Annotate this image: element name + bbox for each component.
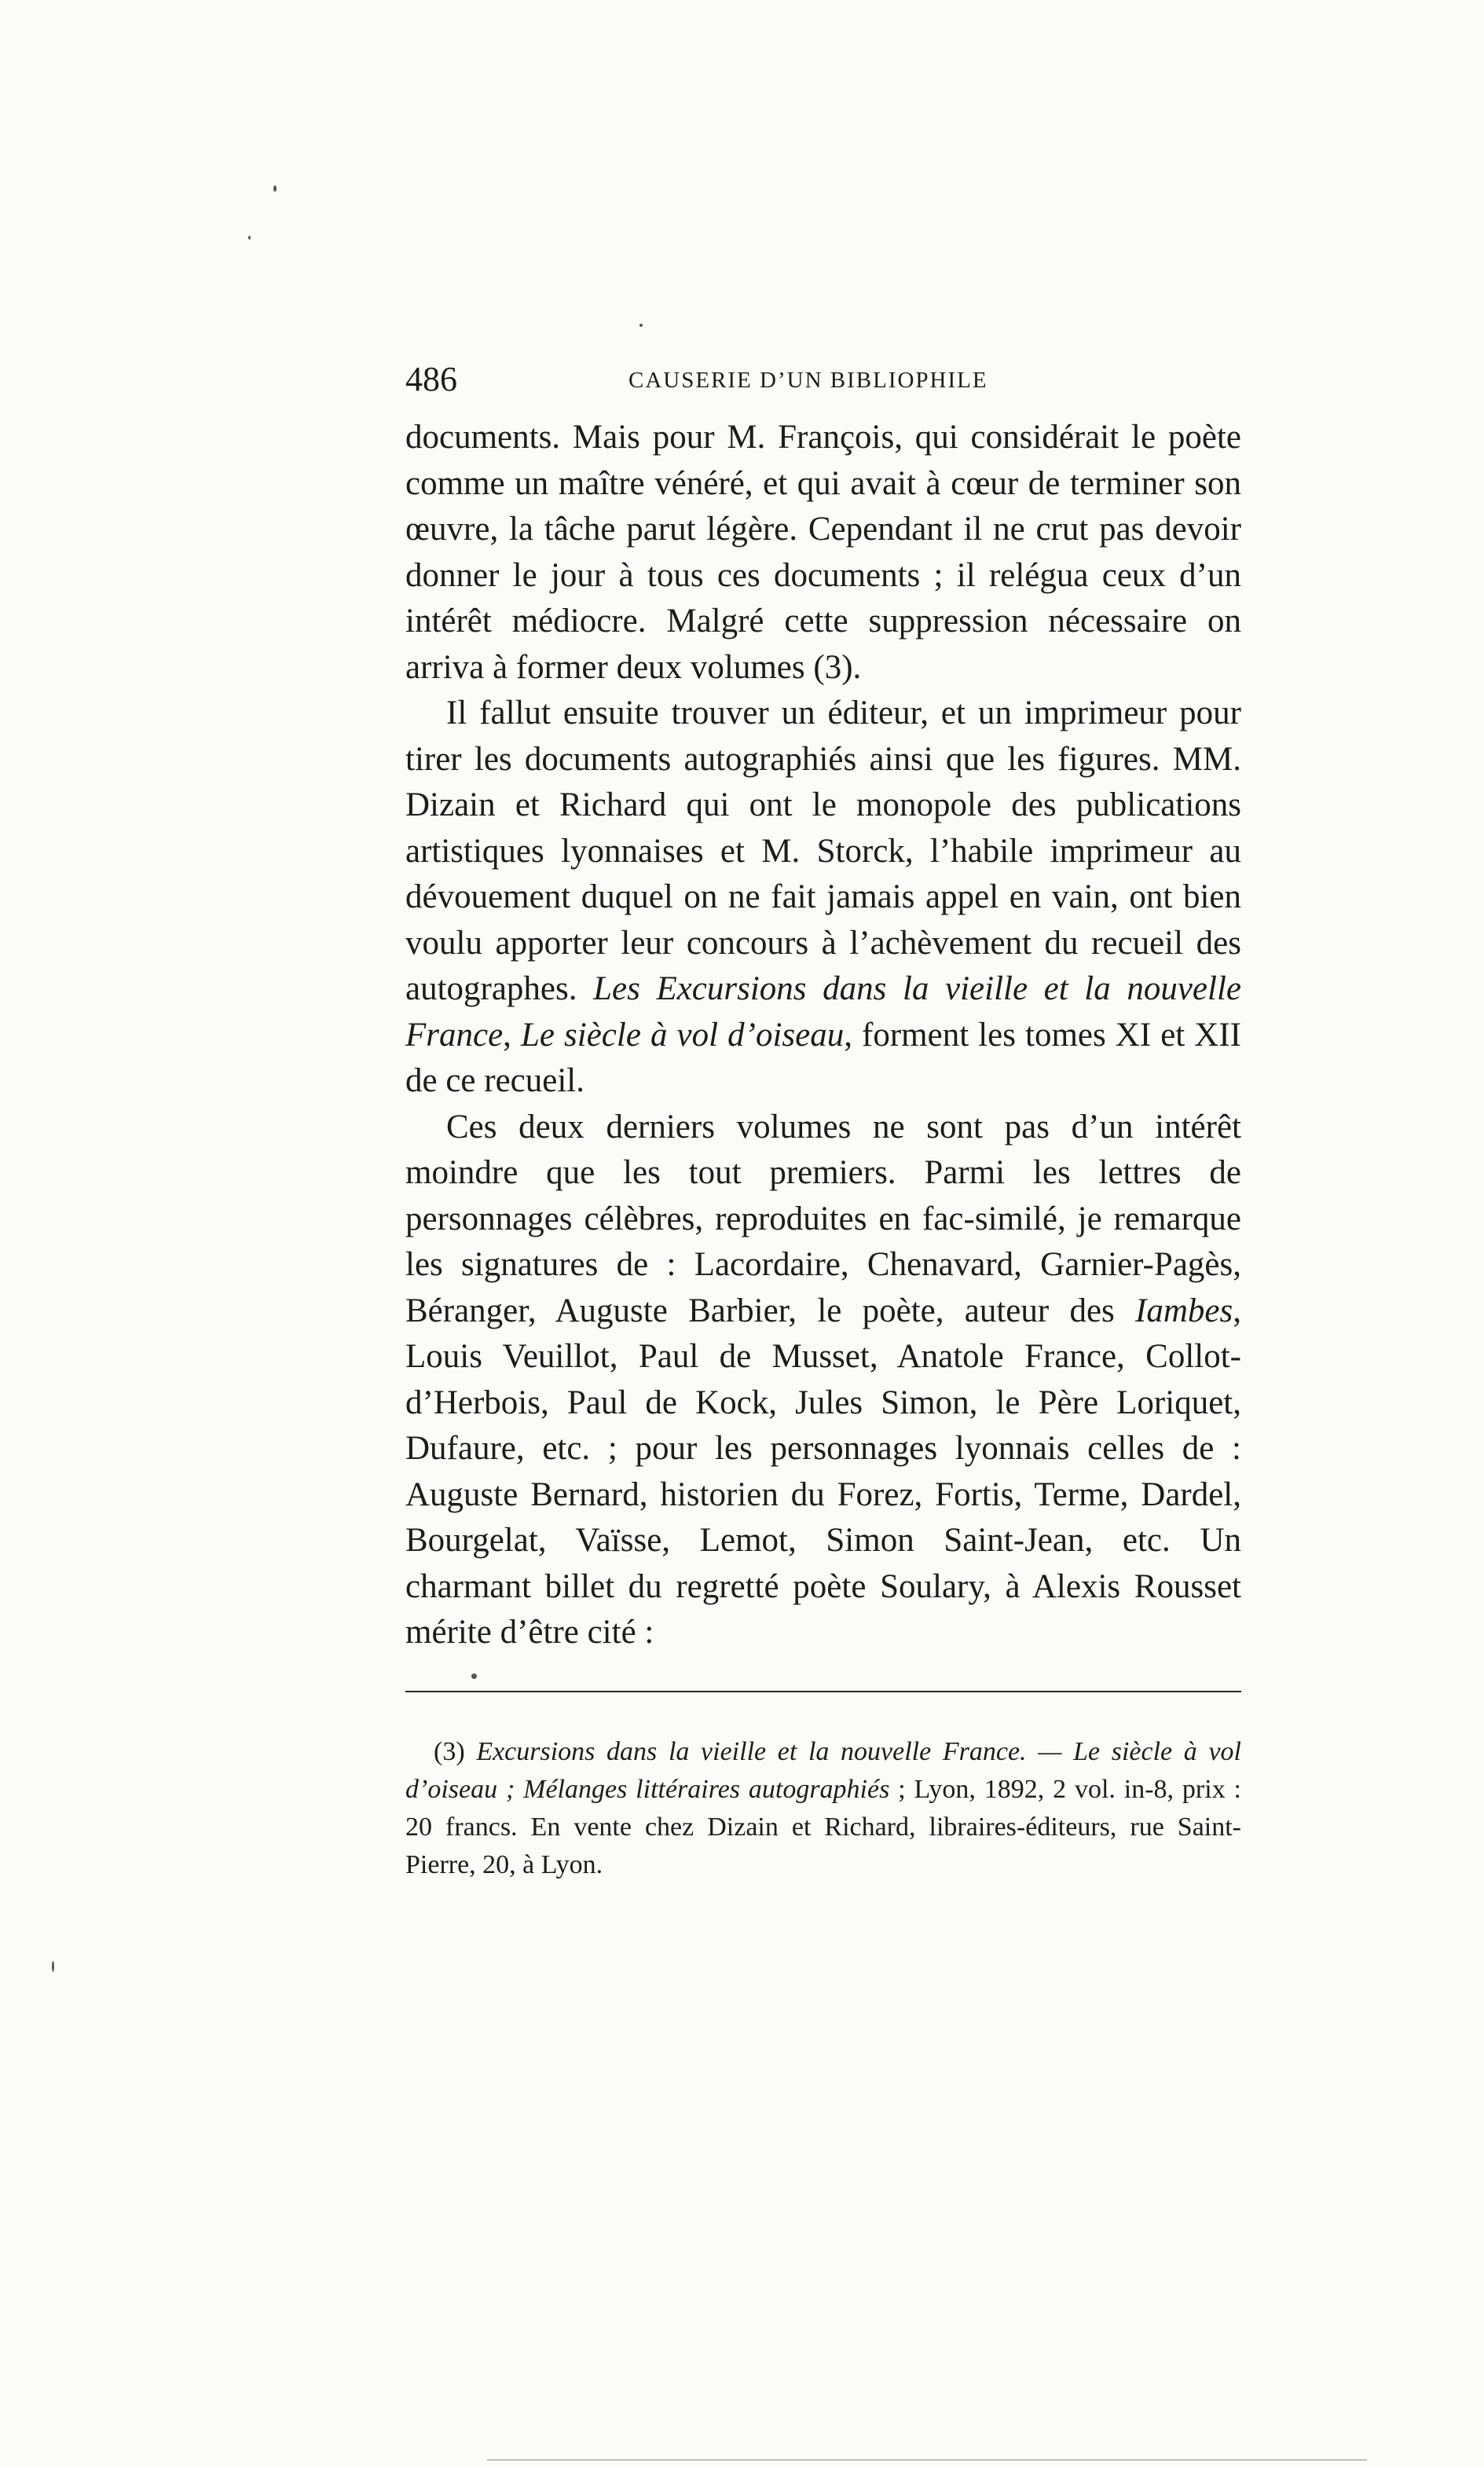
footnote [405,1733,1241,1884]
paragraph-3-title: Iambes [1135,1292,1233,1329]
paragraph-2-text-a: Il fallut ensuite trouver un éditeur, et un imprimeur pour tirer les documents autographiés ainsi que les figures. MM. Dizain et Richard qui ont le monopole des publications artistiques lyonnaises et M. Storck, l’habile imprimeur au dévouement duquel on ne fait jamais appel en vain, ont bien voulu apporter leur concours à l’achèvement du recueil des autographes. [405,695,1241,1007]
footnote-3 [405,1733,1241,1884]
paragraph-2-title-1: Les Excursions dans la vieille et la nouvelle France [405,970,1241,1054]
paragraph-3-text-a: Ces deux derniers volumes ne sont pas d’un intérêt moindre que les tout premiers. Parmi les lettres de personnages célèbres, reproduites en fac-similé, je remarque les signatures de : Lacordaire, Chenavard, Garnier-Pagès, Béranger, Auguste Barbier, le poète, auteur des [405,1108,1241,1329]
paragraph-2 [405,691,1241,1105]
paragraph-2-text-b: , [503,1016,521,1054]
scan-edge-line [487,2459,1367,2461]
footnote-marker: (3) [434,1737,477,1766]
ink-speck [639,324,643,327]
ink-speck [471,1673,477,1679]
ink-speck [273,185,277,192]
page-number: 486 [405,360,457,398]
page-header [405,360,1241,399]
footnote-titles: Excursions dans la vieille et la nouvelle France. — Le siècle à vol d’oiseau ; Mélanges littéraires autographiés [405,1737,1241,1804]
ink-speck [248,236,251,240]
paragraph-2-title-2: Le siècle à vol d’oiseau [520,1016,845,1054]
ink-speck [52,1961,54,1972]
paragraph-3 [405,1105,1241,1656]
footnote-separator [405,1691,1241,1692]
paragraph-3-text-b: , Louis Veuillot, Paul de Musset, Anatole France, Collot-d’Herbois, Paul de Kock, Jules Simon, le Père Loriquet, Dufaure, etc. ; pour les personnages lyonnais celles de : Auguste Bernard, historien du Forez, Fortis, Terme, Dardel, Bourgelat, Vaïsse, Lemot, Simon Saint-Jean, etc. Un charmant billet du regretté poète Soulary, à Alexis Rousset mérite d’être cité : [405,1292,1241,1651]
paragraph-1: documents. Mais pour M. François, qui considérait le poète comme un maître vénéré, et qui avait à cœur de terminer son œuvre, la tâche parut légère. Cependant il ne crut pas devoir donner le jour à tous ces documents ; il relégua ceux d’un intérêt médiocre. Malgré cette suppression nécessaire on arriva à former deux volumes (3). [405,419,1241,686]
running-title: CAUSERIE D’UN BIBLIOPHILE [628,368,988,393]
footnote-details: ; Lyon, 1892, 2 vol. in-8, prix : 20 francs. En vente chez Dizain et Richard, libraires-éditeurs, rue Saint-Pierre, 20, à Lyon. [405,1775,1241,1879]
body-text [405,415,1241,1656]
paragraph-2-text-c: , forment les tomes XI et XII de ce recueil. [405,1016,1241,1099]
